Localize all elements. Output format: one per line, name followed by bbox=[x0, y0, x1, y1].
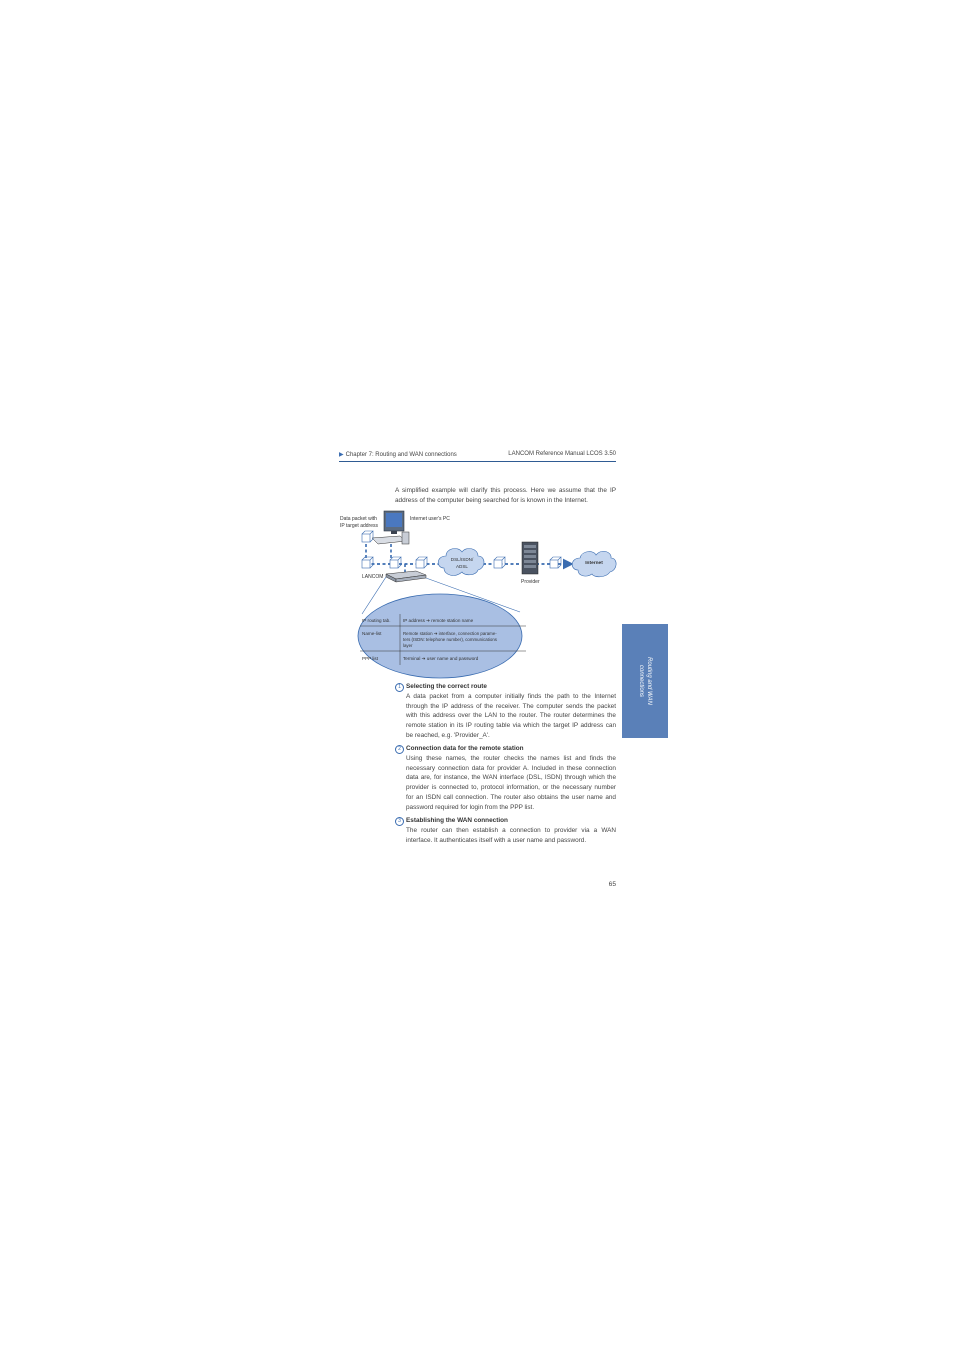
chapter-title bbox=[339, 451, 457, 458]
table-row-value: IP address ➔ remote station name bbox=[403, 618, 474, 623]
table-row-value: ters (ISDN: telephone number), communications bbox=[403, 637, 497, 642]
page-number: 65 bbox=[608, 881, 616, 888]
step-number: 2 bbox=[395, 745, 404, 754]
lancom-router-icon bbox=[386, 571, 426, 582]
step-body: Using these names, the router checks the names list and finds the necessary connection data for provider A. Included in these connection data are, for instance, the WAN interface (DSL, ISDN) through which the provider is connected to, protocol information, or the necessary number for an ISDN call connection. The router also obtains the user name and password required for login from the PPP list. bbox=[406, 755, 616, 811]
chapter-side-tab bbox=[622, 624, 668, 738]
dsl-cloud-icon bbox=[438, 549, 484, 576]
packet-icon bbox=[362, 531, 373, 542]
step-number: 3 bbox=[395, 817, 404, 826]
table-row-name: Name-list bbox=[362, 631, 382, 636]
packet-label-2: IP target address bbox=[340, 523, 378, 529]
step-number: 1 bbox=[395, 683, 404, 692]
side-tab-line-2: connections bbox=[638, 664, 644, 698]
intro-paragraph: A simplified example will clarify this process. Here we assume that the IP address of the computer being searched for is known in the Internet. bbox=[395, 487, 616, 504]
routing-diagram bbox=[336, 508, 626, 683]
step-title: Establishing the WAN connection bbox=[406, 817, 508, 824]
provider-label: Provider bbox=[521, 579, 540, 585]
table-row-value: Remote station ➔ interface, connection parame- bbox=[403, 631, 497, 636]
lancom-label: LANCOM bbox=[362, 574, 384, 580]
step-title: Selecting the correct route bbox=[406, 683, 487, 690]
packet-icon bbox=[550, 557, 561, 568]
cloud1-line1: DSL/ISDN/ bbox=[450, 557, 474, 562]
packet-icon bbox=[390, 557, 401, 568]
internet-label: Internet bbox=[585, 561, 603, 566]
packet-icon bbox=[494, 557, 505, 568]
table-row-value: Terminal ➔ user name and password bbox=[403, 656, 479, 661]
chapter-title-text: Chapter 7: Routing and WAN connections bbox=[345, 452, 457, 458]
manual-title: LANCOM Reference Manual LCOS 3.50 bbox=[508, 451, 616, 457]
step-body: The router can then establish a connection to provider via a WAN interface. It authenticates itself with a user name and password. bbox=[406, 827, 616, 844]
packet-label-1: Data packet with bbox=[340, 516, 377, 522]
step-body: A data packet from a computer initially finds the path to the Internet through the IP address of the receiver. The computer sends the packet with this address over the LAN to the router. The router determines the remote station in its IP routing table via which the target IP address can be reached, e.g. 'Provider_A'. bbox=[406, 693, 616, 739]
page-header bbox=[339, 450, 616, 462]
triangle-bullet-icon: ▶ bbox=[339, 452, 344, 458]
provider-server-icon bbox=[522, 542, 538, 574]
table-row-value: layer bbox=[403, 643, 413, 648]
table-row-name: PPP list bbox=[362, 656, 378, 661]
step-title: Connection data for the remote station bbox=[406, 745, 524, 752]
packet-icon bbox=[416, 557, 427, 568]
cloud1-line2: ADSL bbox=[455, 564, 469, 569]
pc-label: Internet user's PC bbox=[410, 516, 450, 522]
lookup-tables-ellipse bbox=[358, 594, 522, 678]
table-row-name: IP routing tab. bbox=[362, 618, 391, 623]
side-tab-line-1: Routing and WAN bbox=[646, 657, 652, 705]
packet-icon bbox=[362, 557, 373, 568]
side-tab-label bbox=[637, 626, 653, 736]
